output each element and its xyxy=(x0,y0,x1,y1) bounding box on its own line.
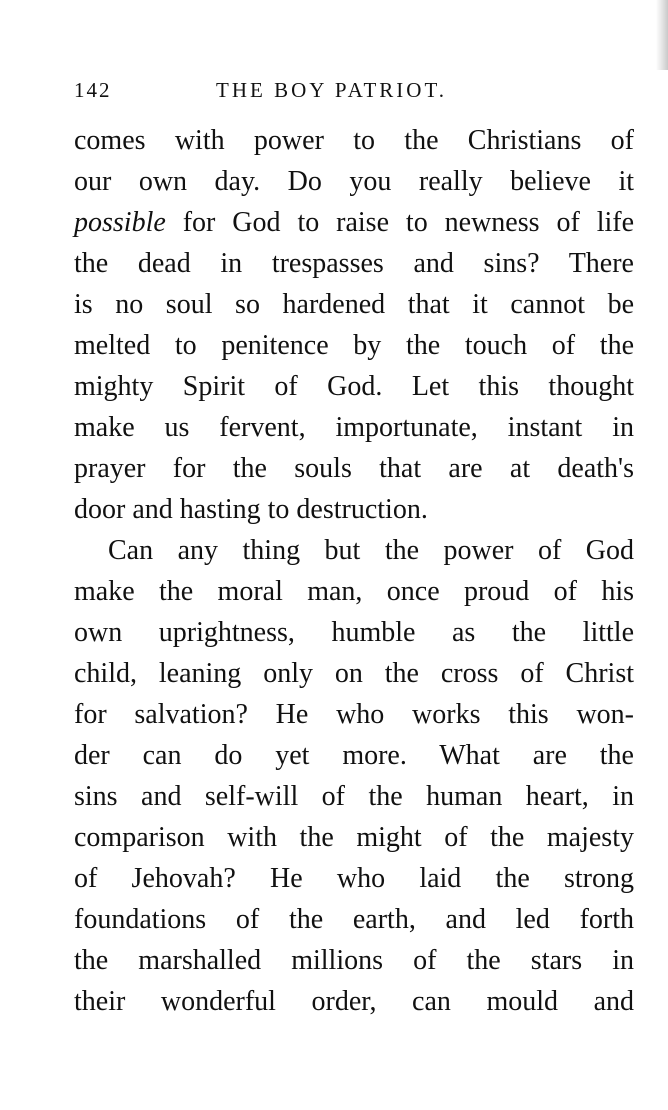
text-line: the dead in trespasses and sins? There xyxy=(74,248,634,279)
text-line: is no soul so hardened that it cannot be xyxy=(74,289,634,320)
text-line: the marshalled millions of the stars in xyxy=(74,945,634,976)
running-header xyxy=(74,78,634,108)
text-line: own uprightness, humble as the little xyxy=(74,617,634,648)
body-text xyxy=(74,120,634,1022)
text-line: comparison with the might of the majesty xyxy=(74,822,634,853)
text-line: of Jehovah? He who laid the strong xyxy=(74,863,634,894)
page-edge-shadow xyxy=(656,0,668,70)
text-line: melted to penitence by the touch of the xyxy=(74,330,634,361)
text-line: der can do yet more. What are the xyxy=(74,740,634,771)
text-line: make the moral man, once proud of his xyxy=(74,576,634,607)
text-line: door and hasting to destruction. xyxy=(74,494,428,525)
text-line xyxy=(74,202,634,243)
book-title: THE BOY PATRIOT. xyxy=(216,78,447,102)
text-line: sins and self-will of the human heart, in xyxy=(74,781,634,812)
text-line: Can any thing but the power of God xyxy=(108,535,634,566)
text-line: mighty Spirit of God. Let this thought xyxy=(74,371,634,402)
text-line-rest: for God to raise to newness of life xyxy=(182,207,634,238)
text-line: foundations of the earth, and led forth xyxy=(74,904,634,935)
text-line: for salvation? He who works this won- xyxy=(74,699,634,730)
paragraph-2 xyxy=(74,530,634,1022)
text-line: make us fervent, importunate, instant in xyxy=(74,412,634,443)
text-line: their wonderful order, can mould and xyxy=(74,986,634,1017)
paragraph-1 xyxy=(74,120,634,530)
text-line: our own day. Do you really believe it xyxy=(74,166,634,197)
text-line: comes with power to the Christians of xyxy=(74,125,634,156)
emphasis-word: possible xyxy=(74,207,166,238)
text-line: child, leaning only on the cross of Christ xyxy=(74,658,634,689)
page-number: 142 xyxy=(74,78,112,102)
text-line: prayer for the souls that are at death's xyxy=(74,453,634,484)
